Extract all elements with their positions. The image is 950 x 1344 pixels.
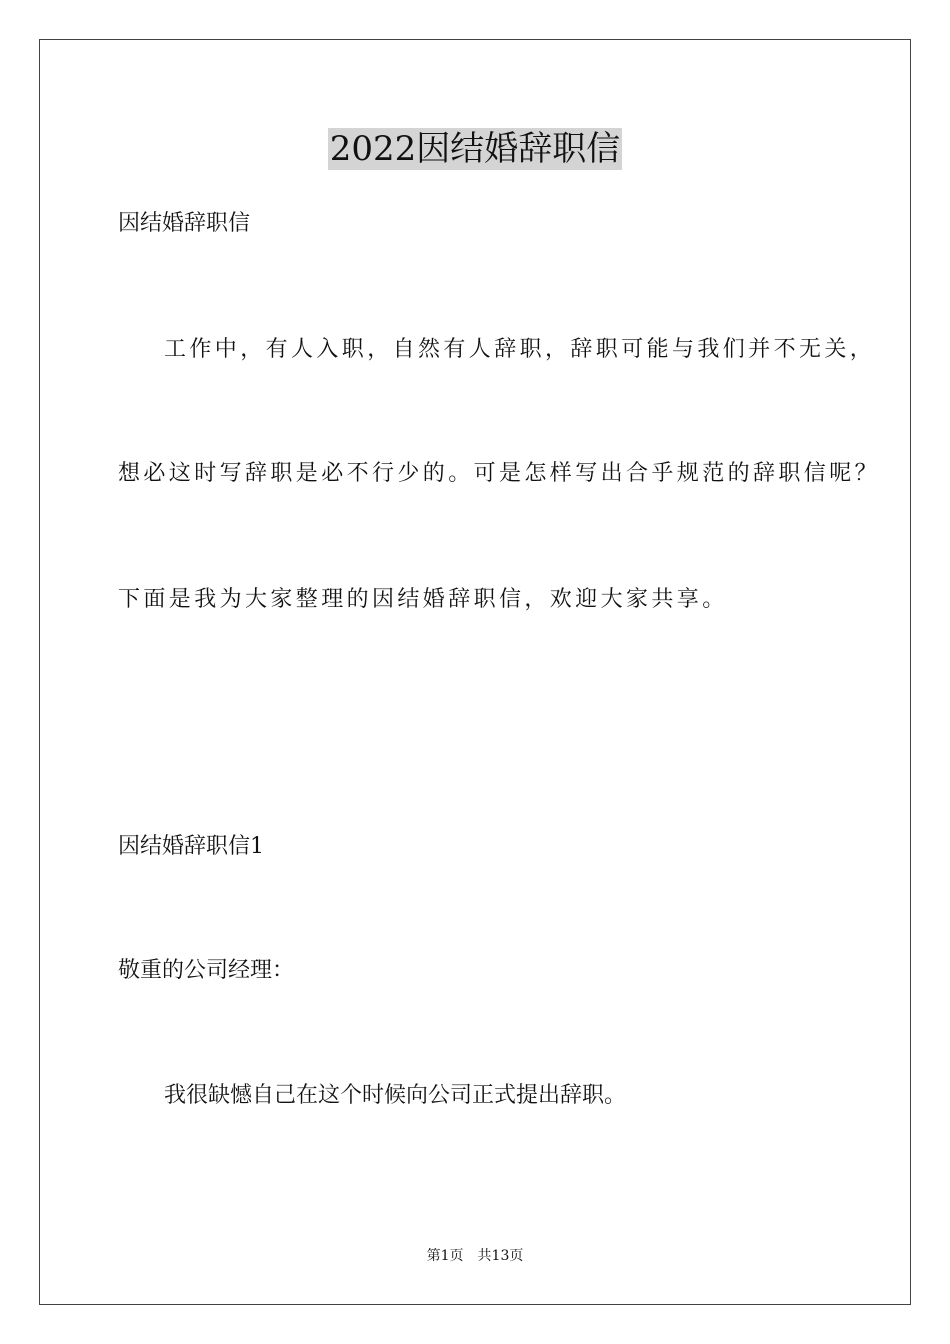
- page-number-current: 第1页: [426, 1248, 464, 1264]
- document-title: 2022因结婚辞职信: [329, 129, 621, 169]
- body-line: 我很缺憾自己在这个时候向公司正式提出辞职。: [164, 1083, 627, 1108]
- section-heading: 因结婚辞职信1: [118, 834, 264, 859]
- paragraph-line-3: 下面是我为大家整理的因结婚辞职信，欢迎大家共享。: [118, 587, 728, 612]
- title-container: [0, 128, 950, 170]
- paragraph-line-1: 工作中，有人入职，自然有人辞职，辞职可能与我们并不无关，: [164, 337, 876, 362]
- subtitle-line: 因结婚辞职信: [118, 211, 251, 236]
- page-number-total: 共13页: [477, 1248, 524, 1264]
- salutation: 敬重的公司经理：: [118, 958, 295, 983]
- paragraph-line-2: 想必这时写辞职是必不行少的。可是怎样写出合乎规范的辞职信呢？: [118, 461, 881, 486]
- page-footer: [0, 1246, 950, 1266]
